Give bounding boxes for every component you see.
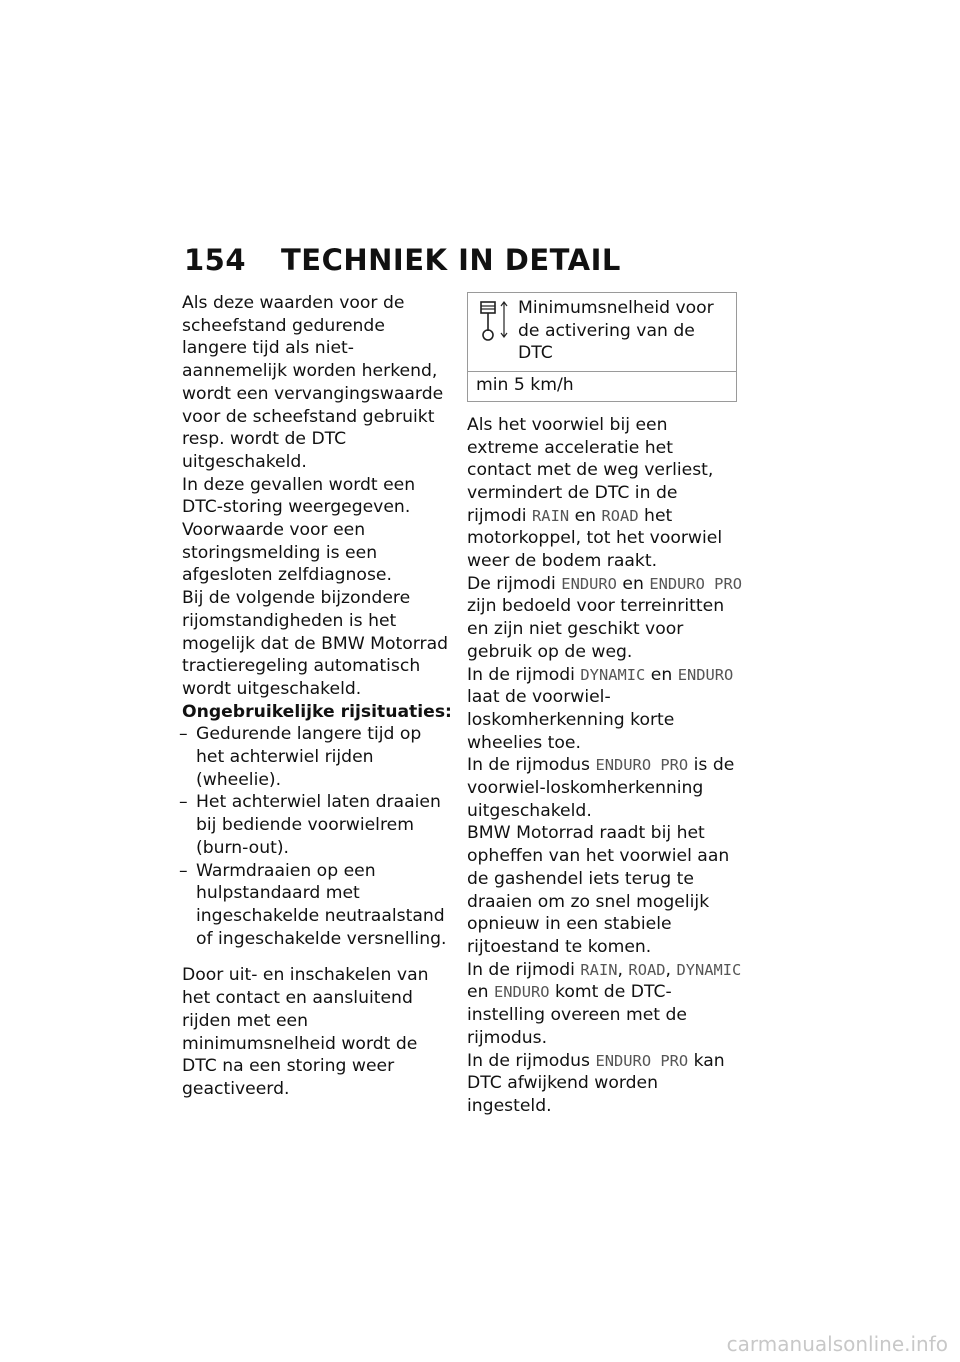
mode-enduro: ENDURO bbox=[493, 983, 550, 1002]
list-item: – Gedurende langere tijd op het achterwiel rijden (wheelie). bbox=[182, 723, 454, 791]
section-heading: Ongebruikelijke rijsituaties: bbox=[182, 701, 452, 722]
right-column bbox=[467, 292, 742, 1118]
mode-road: ROAD bbox=[601, 506, 639, 525]
chapter-title: TECHNIEK IN DETAIL bbox=[281, 243, 621, 277]
spec-label: Minimumsnelheid voor de activering van de DTC bbox=[518, 298, 714, 364]
paragraph: In de rijmodus ENDURO PRO is de voorwiel-loskomherkenning uitgeschakeld. bbox=[467, 755, 735, 821]
paragraph: De rijmodi ENDURO en ENDURO PRO zijn bedoeld voor terreinritten en zijn niet geschikt voor gebruik op de weg. bbox=[467, 573, 742, 662]
paragraph: Voorwaarde voor een storingsmelding is een afgesloten zelfdiagnose. bbox=[182, 520, 392, 586]
mode-road: ROAD bbox=[628, 960, 666, 979]
left-column bbox=[182, 292, 454, 1101]
mode-rain: RAIN bbox=[532, 506, 570, 525]
paragraph: Als het voorwiel bij een extreme acceleratie het contact met de weg verliest, vermindert de DTC in de rijmodi RAIN en ROAD het motorkoppel, tot het voorwiel weer de bodem raakt. bbox=[467, 414, 723, 572]
paragraph: BMW Motorrad raadt bij het opheffen van het voorwiel aan de gashendel iets terug te draaien om zo snel mogelijk opnieuw in een stabiele rijtoestand te komen. bbox=[467, 823, 730, 957]
mode-enduro-pro: ENDURO PRO bbox=[649, 574, 742, 593]
list-item: – Warmdraaien op een hulpstandaard met ingeschakelde neutraalstand of ingeschakelde versnelling. bbox=[182, 860, 454, 951]
mode-enduro-pro: ENDURO PRO bbox=[595, 1051, 689, 1070]
mode-enduro-pro: ENDURO PRO bbox=[595, 756, 689, 775]
paragraph: Door uit- en inschakelen van het contact en aansluitend rijden met een minimumsnelheid wordt de DTC na een storing weer geactiveerd. bbox=[182, 965, 429, 1099]
mode-enduro: ENDURO bbox=[677, 665, 734, 684]
spec-box bbox=[467, 292, 737, 402]
paragraph: In de rijmodi DYNAMIC en ENDURO laat de voorwiel-loskomherkenning korte wheelies toe. bbox=[467, 664, 734, 753]
situation-list bbox=[182, 723, 454, 950]
paragraph: Bij de volgende bijzondere rijomstandigheden is het mogelijk dat de BMW Motorrad tractieregeling automatisch wordt uitgeschakeld. bbox=[182, 588, 449, 699]
watermark: carmanualsonline.info bbox=[726, 1332, 948, 1356]
paragraph: Als deze waarden voor de scheefstand gedurende langere tijd als niet-aannemelijk worden herkend, wordt een vervangingswaarde voor de scheefstand gebruikt resp. wordt de DTC uitgeschakeld. bbox=[182, 293, 444, 472]
mode-dynamic: DYNAMIC bbox=[580, 665, 646, 684]
paragraph: In deze gevallen wordt een DTC-storing weergegeven. bbox=[182, 474, 416, 518]
mode-dynamic: DYNAMIC bbox=[676, 960, 742, 979]
page-number: 154 bbox=[184, 243, 247, 277]
paragraph: In de rijmodus ENDURO PRO kan DTC afwijkend worden ingesteld. bbox=[467, 1050, 725, 1116]
page-header bbox=[184, 243, 744, 283]
paragraph: In de rijmodi RAIN, ROAD, DYNAMIC en ENDURO komt de DTC-instelling overeen met de rijmodus. bbox=[467, 959, 742, 1048]
spec-value: min 5 km/h bbox=[468, 371, 736, 401]
mode-rain: RAIN bbox=[580, 960, 618, 979]
list-item: – Het achterwiel laten draaien bij bediende voorwielrem (burn-out). bbox=[182, 791, 454, 859]
mode-enduro: ENDURO bbox=[561, 574, 617, 593]
engine-piston-icon bbox=[476, 299, 512, 343]
